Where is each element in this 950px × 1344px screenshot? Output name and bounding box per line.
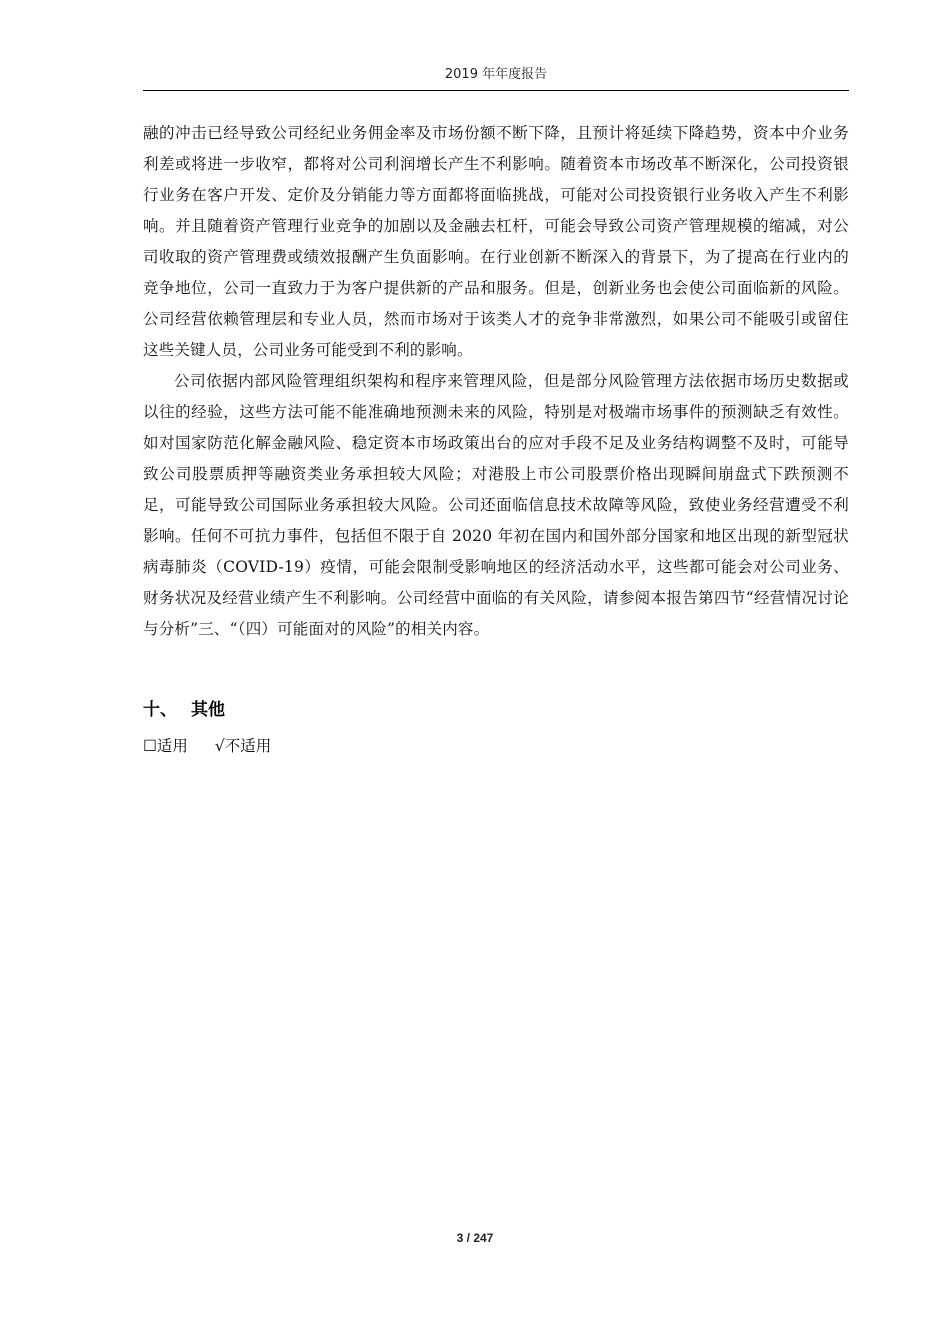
paragraph-continued: 融的冲击已经导致公司经纪业务佣金率及市场份额不断下降，且预计将延续下降趋势，资本中介业务利差或将进一步收窄，都将对公司利润增长产生不利影响。随着资本市场改革不断深化，公司投资银行业务在客户开发、定价及分销能力等方面都将面临挑战，可能对公司投资银行业务收入产生不利影响。并且随着资产管理行业竞争的加剧以及金融去杠杆，可能会导致公司资产管理规模的缩减，对公司收取的资产管理费或绩效报酬产生负面影响。在行业创新不断深入的背景下，为了提高在行业内的竞争地位，公司一直致力于为客户提供新的产品和服务。但是，创新业务也会使公司面临新的风险。公司经营依赖管理层和专业人员，然而市场对于该类人才的竞争非常激烈，如果公司不能吸引或留住这些关键人员，公司业务可能受到不利的影响。 xyxy=(143,124,849,359)
applicability-options xyxy=(143,733,293,759)
section-title: 其他 xyxy=(191,700,225,720)
not-applicable-checkbox: √不适用 xyxy=(214,737,272,755)
paragraph-risk-management: 公司依据内部风险管理组织架构和程序来管理风险，但是部分风险管理方法依据市场历史数据或以往的经验，这些方法可能不能准确地预测未来的风险，特别是对极端市场事件的预测缺乏有效性。如对国家防范化解金融风险、稳定资本市场政策出台的应对手段不足及业务结构调整不及时，可能导致公司股票质押等融资类业务承担较大风险；对港股上市公司股票价格出现瞬间崩盘式下跌预测不足，可能导致公司国际业务承担较大风险。公司还面临信息技术故障等风险，致使业务经营遭受不利影响。任何不可抗力事件，包括但不限于自 2020 年初在国内和国外部分国家和地区出现的新型冠状病毒肺炎（COVID-19）疫情，可能会限制受影响地区的经济活动水平，这些都可能会对公司业务、财务状况及经营业绩产生不利影响。公司经营中面临的有关风险，请参阅本报告第四节“经营情况讨论与分析”三、“（四）可能面对的风险”的相关内容。 xyxy=(143,372,849,638)
section-heading xyxy=(143,696,849,724)
page-header xyxy=(143,64,849,91)
page-footer xyxy=(0,1228,950,1248)
section-number: 十、 xyxy=(143,700,177,720)
report-title: 2019 年年度报告 xyxy=(444,67,548,82)
applicable-checkbox: ☐适用 xyxy=(143,737,188,755)
body-text xyxy=(143,118,849,645)
page-number: 3 / 247 xyxy=(456,1231,494,1245)
